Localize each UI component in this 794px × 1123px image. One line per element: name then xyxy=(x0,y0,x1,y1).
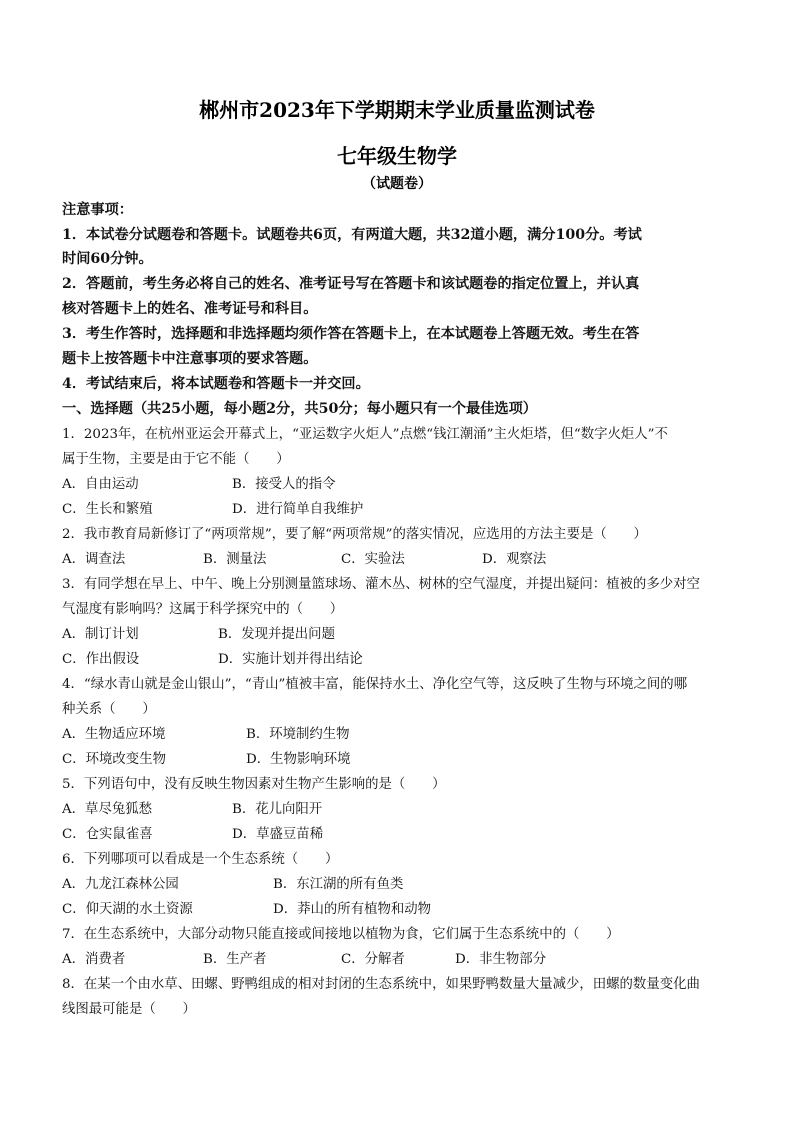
question-stem: 种关系（ ） xyxy=(62,702,156,717)
option-b: B．生产者 xyxy=(203,952,267,967)
option-c: C．分解者 xyxy=(341,952,405,967)
option-a: A．草尽兔狐愁 xyxy=(62,802,153,817)
option-c: C．仓实鼠雀喜 xyxy=(62,827,153,842)
option-d: D．进行简单自我维护 xyxy=(232,502,364,517)
notice-line: 1．本试卷分试题卷和答题卡。试题卷共6页，有两道大题，共32道小题，满分100分。考试 xyxy=(62,227,642,243)
notice-line: 3．考生作答时，选择题和非选择题均须作答在答题卡上，在本试题卷上答题无效。考生在答 xyxy=(62,326,640,342)
option-c: C．环境改变生物 xyxy=(62,752,166,767)
paper-type-label: （试题卷） xyxy=(362,176,432,192)
exam-title: 郴州市2023年下学期期末学业质量监测试卷 xyxy=(199,98,595,122)
option-b: B．接受人的指令 xyxy=(232,477,336,492)
question-stem: 2．我市教育局新修订了“两项常规”，要了解“两项常规”的落实情况，应选用的方法主要是（ ） xyxy=(62,527,647,542)
option-b: B．发现并提出问题 xyxy=(218,627,335,642)
question-stem: 属于生物，主要是由于它不能（ ） xyxy=(62,452,290,467)
option-a: A．制订计划 xyxy=(62,627,139,642)
notice-line: 题卡上按答题卡中注意事项的要求答题。 xyxy=(62,351,318,367)
exam-subject: 七年级生物学 xyxy=(337,144,457,168)
question-stem: 8．在某一个由水草、田螺、野鸭组成的相对封闭的生态系统中，如果野鸭数量大量减少，田螺的数量变化曲 xyxy=(62,977,700,992)
option-a: A．自由运动 xyxy=(62,477,139,492)
option-b: B．测量法 xyxy=(203,552,267,567)
option-a: A．消费者 xyxy=(62,952,126,967)
option-d: D．草盛豆苗稀 xyxy=(232,827,324,842)
question-stem: 3．有同学想在早上、中午、晚上分别测量篮球场、灌木丛、树林的空气湿度，并提出疑问：植被的多少对空 xyxy=(62,577,700,592)
notice-line: 2．答题前，考生务必将自己的姓名、准考证号写在答题卡和该试题卷的指定位置上，并认真 xyxy=(62,276,640,292)
option-a: A．调查法 xyxy=(62,552,126,567)
option-d: D．实施计划并得出结论 xyxy=(218,652,363,667)
option-d: D．非生物部分 xyxy=(455,952,547,967)
option-c: C．仰天湖的水土资源 xyxy=(62,902,193,917)
question-stem: 气湿度有影响吗？这属于科学探究中的（ ） xyxy=(62,602,344,617)
option-d: D．观察法 xyxy=(482,552,547,567)
notice-heading: 注意事项： xyxy=(62,202,133,218)
option-d: D．莽山的所有植物和动物 xyxy=(273,902,432,917)
notice-line: 时间60分钟。 xyxy=(62,251,153,267)
option-c: C．生长和繁殖 xyxy=(62,502,153,517)
option-a: A．九龙江森林公园 xyxy=(62,877,179,892)
option-b: B．花儿向阳开 xyxy=(232,802,323,817)
section-heading: 一、选择题（共25小题，每小题2分，共50分；每小题只有一个最佳选项） xyxy=(62,401,537,417)
option-a: A．生物适应环境 xyxy=(62,727,166,742)
question-stem: 4．“绿水青山就是金山银山”，“青山”植被丰富，能保持水土、净化空气等，这反映了生物与环境之间的哪 xyxy=(62,677,688,692)
question-stem: 6．下列哪项可以看成是一个生态系统（ ） xyxy=(62,852,339,867)
question-stem: 5．下列语句中，没有反映生物因素对生物产生影响的是（ ） xyxy=(62,777,446,792)
question-stem: 1．2023年，在杭州亚运会开幕式上，“亚运数字火炬人”点燃“钱江潮涌”主火炬塔，但“数字火炬人”不 xyxy=(62,427,668,442)
notice-line: 4．考试结束后，将本试题卷和答题卡一并交回。 xyxy=(62,376,370,392)
notice-line: 核对答题卡上的姓名、准考证号和科目。 xyxy=(62,301,318,317)
option-c: C．实验法 xyxy=(341,552,405,567)
option-c: C．作出假设 xyxy=(62,652,140,667)
question-stem: 线图最可能是（ ） xyxy=(62,1002,196,1017)
option-b: B．东江湖的所有鱼类 xyxy=(273,877,404,892)
question-stem: 7．在生态系统中，大部分动物只能直接或间接地以植物为食，它们属于生态系统中的（ ） xyxy=(62,927,620,942)
option-b: B．环境制约生物 xyxy=(246,727,350,742)
option-d: D．生物影响环境 xyxy=(246,752,351,767)
